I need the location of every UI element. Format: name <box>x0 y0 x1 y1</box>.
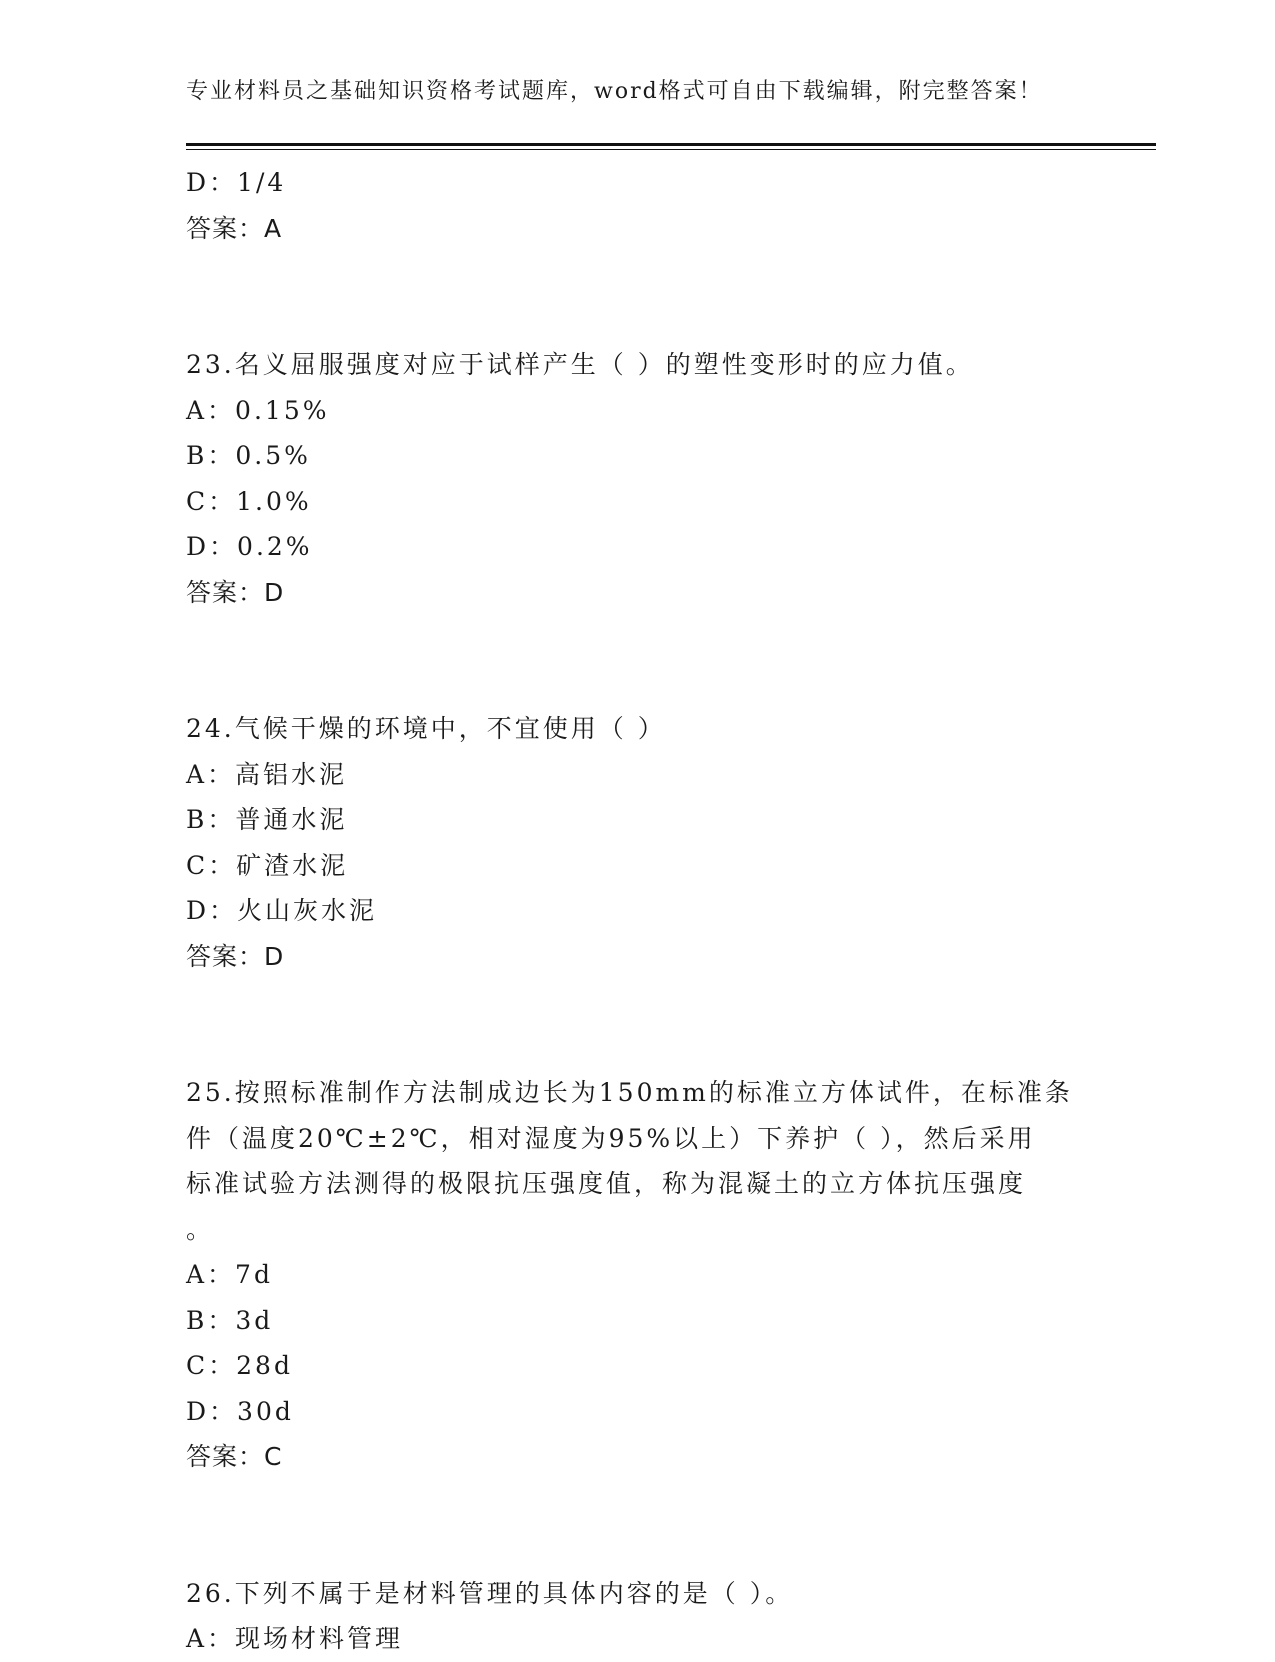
question-26 <box>186 1571 1086 1662</box>
question-25 <box>186 1070 1086 1480</box>
option-a: A：0.15% <box>186 395 330 425</box>
exam-content <box>186 160 1086 1662</box>
header-rule-thin <box>186 149 1156 150</box>
header-rule-thick <box>186 143 1156 146</box>
option-d: D：火山灰水泥 <box>186 896 378 925</box>
option-b: B：3d <box>186 1305 274 1335</box>
option-b: B：普通水泥 <box>186 805 348 834</box>
question-text: 24.气候干燥的环境中，不宜使用（ ） <box>186 714 666 743</box>
question-text: 23.名义屈服强度对应于试样产生（ ）的塑性变形时的应力值。 <box>186 350 974 379</box>
option-c: C：28d <box>186 1351 293 1380</box>
option-c: C：1.0% <box>186 486 312 516</box>
page-header: 专业材料员之基础知识资格考试题库，word格式可自由下载编辑，附完整答案！ <box>186 79 1043 104</box>
answer-line: 答案：A <box>186 213 283 243</box>
option-d: D：1/4 <box>186 168 287 197</box>
question-text: 26.下列不属于是材料管理的具体内容的是（ ）。 <box>186 1578 794 1608</box>
answer-line: 答案：C <box>186 1442 283 1471</box>
question-23 <box>186 342 1086 615</box>
answer-line: 答案：D <box>186 941 285 971</box>
question-24 <box>186 706 1086 979</box>
option-a: A：高铝水泥 <box>186 759 348 789</box>
question-text-line-4: 。 <box>186 1214 215 1244</box>
option-d: D：30d <box>186 1396 294 1426</box>
option-c: C：矿渣水泥 <box>186 850 349 880</box>
option-a: A：7d <box>186 1260 273 1289</box>
option-a: A：现场材料管理 <box>186 1624 404 1653</box>
question-text-line-1: 25.按照标准制作方法制成边长为150mm的标准立方体试件，在标准条 <box>186 1078 1073 1107</box>
answer-line: 答案：D <box>186 577 285 607</box>
question-text-line-2: 件（温度20℃±2℃，相对湿度为95%以上）下养护（ ），然后采用 <box>186 1123 1036 1153</box>
option-d: D：0.2% <box>186 532 313 561</box>
question-text-line-3: 标准试验方法测得的极限抗压强度值，称为混凝土的立方体抗压强度 <box>186 1169 1027 1198</box>
option-b: B：0.5% <box>186 441 311 470</box>
